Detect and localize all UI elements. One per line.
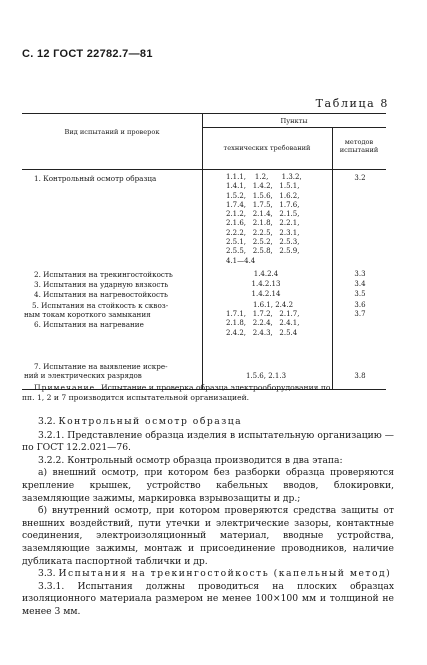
row-label: 4. Испытания на нагревостойкость [34,290,168,299]
note-lead: Примечание. [34,383,99,392]
row-tech: 1.5.6, 2.1.3 [245,372,287,380]
row-label: 2. Испытания на трекингостойкость [34,270,173,279]
header-methods: методов испытаний [339,138,379,154]
row-method: 3.4 [354,280,366,288]
row-tech: 1.1.1, 1.2, 1.3.2, 1.4.1, 1.4.2, 1.5.1, 1.5.2, 1.5.6, 1.6.2, 1.7.4, 1.7.5, 1.7.6, 2.1.2, 2.1.4, 2.1.5, 2.1.6, 2.1.8, 2.2.1, 2.2.2, 2.2.5, 2.3.1, 2.5.1, 2.5.2, 2.5.3, 2.5.5, 2.5.8, 2.5.9, 4.1—4.4 [226,173,302,265]
row-method: 3.8 [354,372,366,380]
paragraph-b: б) внутренний осмотр, при котором проверяются средства защиты от внешних воздействий, пути утечки и электрические зазоры, контактные соединения, электроизоляционный материал, вводные устройства, заземляющие зажимы, монтаж и присоединение проводников, наличие дубликата паспортной таблички и др. [22,505,394,567]
paragraph-a: а) внешний осмотр, при котором без разборки образца проверяются крепление крышек, устройство кабельных вводов, блокировки, заземляющие зажимы, маркировка взрывозащиты и др.; [22,467,394,504]
row-label-cont: ным токам короткого замыкания [24,310,151,319]
row-method: 3.2 [354,174,366,182]
body-text [22,416,394,619]
header-clauses: Пункты [280,117,308,125]
row-method: 3.5 [354,290,366,298]
paragraph-3-3-1: 3.3.1. Испытания должны проводиться на плоских образцах изоляционного материала размером не менее 100×100 мм и толщиной не менее 3 мм. [22,580,394,617]
paragraph-3-2-1: 3.2.1. Представление образца изделия в испытательную организацию — по ГОСТ 12.2.021—76. [22,429,394,454]
row-tech: 1.4.2.13 [251,280,281,288]
section-3-3-heading: 3.3. Испытания на трекингостойкость (капельный метод) [38,568,392,580]
note-line1: Испытание и проверка образца электрооборудования по [100,383,331,392]
page-header: С. 12 ГОСТ 22782.7—81 [22,48,153,60]
table-note [22,383,392,403]
header-kind: Вид испытаний и проверок [64,128,160,136]
row-label: 7. Испытание на выявление искре- [34,362,168,371]
row-tech: 1.4.2.14 [251,290,281,298]
table-body [22,170,386,389]
row-label: 1. Контрольный осмотр образца [34,174,157,183]
row-label-cont: ний и электрических разрядов [24,371,142,380]
section-3-2-heading: 3.2. Контрольный осмотр образца [38,416,243,427]
header-tech: технических требований [223,144,311,152]
note-line2: пп. 1, 2 и 7 производится испытательной организацией. [22,393,250,402]
row-tech: 1.4.2.4 [253,270,279,278]
table-header [22,114,386,170]
requirements-table [22,113,386,390]
row-label: 3. Испытания на ударную вязкость [34,280,169,289]
row-tech: 1.6.1, 2.4.2 [252,301,294,309]
row-method: 3.6 [354,301,366,309]
row-label: 6. Испытания на нагревание [34,320,144,329]
row-method: 3.3 [354,270,366,278]
row-tech: 1.7.1, 1.7.2, 2.1.7, 2.1.8, 2.2.4, 2.4.1, 2.4.2, 2.4.3, 2.5.4 [226,310,300,337]
paragraph-3-2-2: 3.2.2. Контрольный осмотр образца производится в два этапа: [38,454,343,466]
row-label: 5. Испытания на стойкость к сквоз- [32,301,169,310]
table-caption: Таблица 8 [315,97,389,110]
row-method: 3.7 [354,310,366,318]
